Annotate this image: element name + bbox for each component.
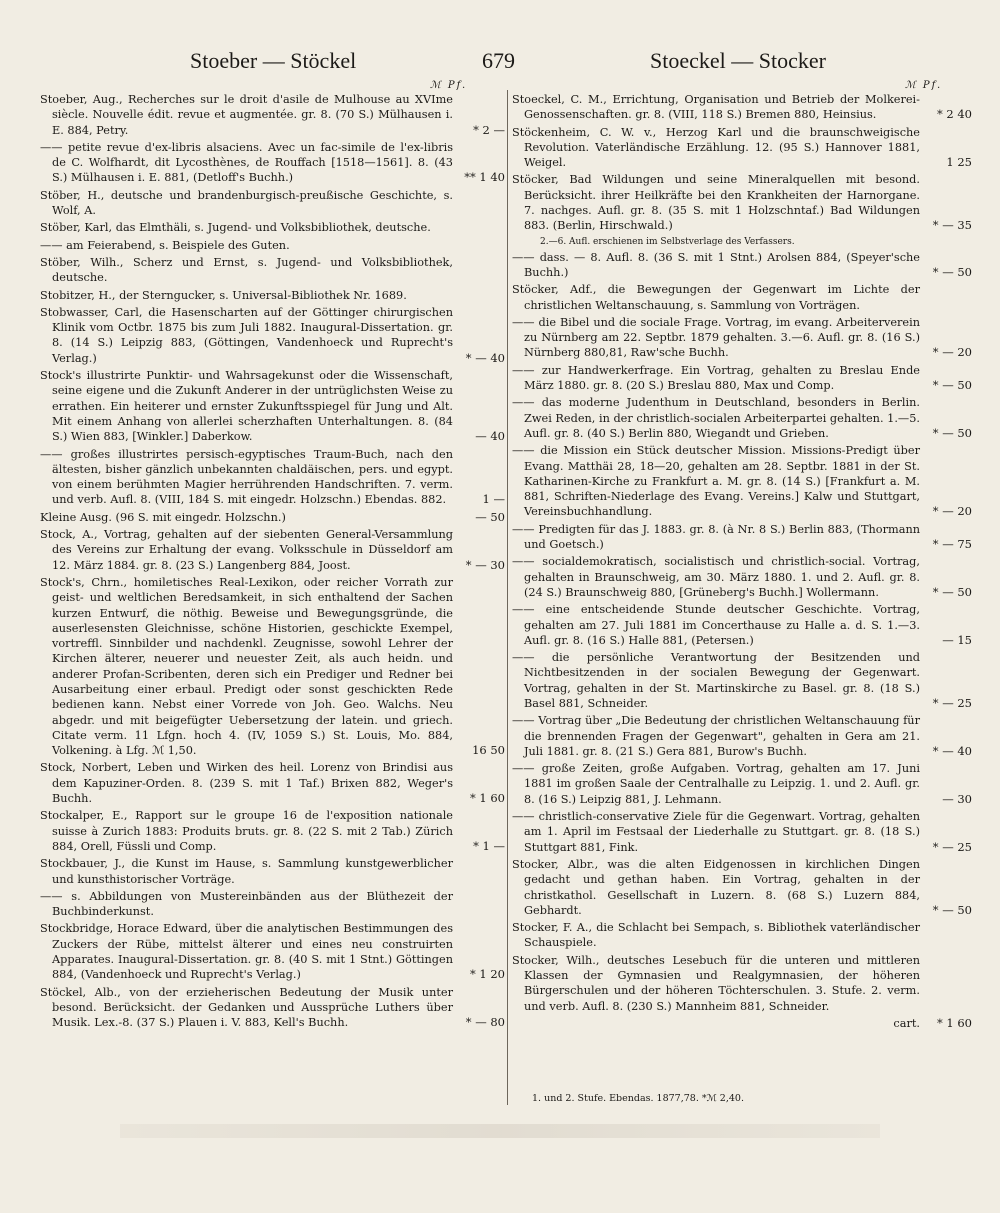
entry-text: Stöber, Wilh., Scherz und Ernst, s. Jugend- und Volksbibliothek, deutsche. (40, 255, 453, 285)
entry-text: Stoeber, Aug., Recherches sur le droit d'asile de Mulhouse au XVIme siècle. Nouvelle édit. revue et augmentée. gr. 8. (70 S.) Mülhausen i. E. 884, Petry. (40, 93, 453, 137)
catalog-entry (512, 250, 972, 281)
entry-price: * — 50 (932, 584, 972, 599)
entry-price: * — 25 (932, 839, 972, 854)
right-column-currency-head: ℳ Pf. (905, 80, 943, 91)
catalog-entry (40, 808, 505, 854)
entry-text: Stöber, H., deutsche und brandenburgisch-preußische Geschichte, s. Wolf, A. (40, 188, 453, 218)
catalog-entry (40, 238, 505, 253)
catalog-entry (512, 713, 972, 759)
bleed-through-shadow (120, 1124, 880, 1138)
entry-text: —— die Mission ein Stück deutscher Mission. Missions-Predigt über Evang. Matthäi 28, 18—20, gehalten am 28. Septbr. 1881 in der St. Katharinen-Kirche zu Frankfurt a. M. gr. 8. (14 S.) [Frankfurt a. M. 881, Schriften-Niederlage des Evang. Vereins.] Kalw und Stuttgart, Vereinsbuchhandlung. (512, 444, 920, 519)
column-divider (507, 90, 508, 1105)
catalog-entry (512, 125, 972, 171)
catalog-entry (512, 236, 972, 248)
catalog-entry (512, 1016, 972, 1031)
catalog-entry (40, 92, 505, 138)
catalog-entry (40, 368, 505, 444)
left-column-currency-head: ℳ Pf. (430, 80, 468, 91)
catalog-entry (40, 760, 505, 806)
catalog-entry (512, 857, 972, 918)
catalog-entry (512, 443, 972, 519)
entry-price: * — 20 (932, 345, 972, 360)
entry-text: Stocker, F. A., die Schlacht bei Sempach, s. Bibliothek vaterländischer Schauspiele. (512, 921, 920, 950)
page-number: 679 (482, 48, 515, 73)
entry-text: —— petite revue d'ex-libris alsaciens. Avec un fac-simile de l'ex-libris de C. Wolfhardt, dit Lycosthènes, de Rouffach [1518—1561]. 8. (43 S.) Mülhausen i. E. 881, (Detloff's Buchh.) (40, 140, 453, 185)
catalog-entry (512, 363, 972, 394)
entry-text: —— eine entscheidende Stunde deutscher Geschichte. Vortrag, gehalten am 27. Juli 1881 im Concerthause zu Halle a. d. S. 1.—3. Aufl. gr. 8. (16 S.) Halle 881, (Petersen.) (512, 603, 920, 647)
catalog-entry (40, 985, 505, 1031)
footnote: 1. und 2. Stufe. Ebendas. 1877,78. *ℳ 2,40. (532, 1093, 744, 1104)
catalog-entry (40, 188, 505, 219)
entry-price: 1 — (482, 492, 505, 507)
entry-text: —— große Zeiten, große Aufgaben. Vortrag, gehalten am 17. Juni 1881 im großen Saale der Centralhalle zu Leipzig. 1. und 2. Aufl. gr. 8. (16 S.) Leipzig 881, J. Lehmann. (512, 762, 920, 806)
entry-price: * 1 20 (469, 967, 505, 982)
entry-price: * 1 — (473, 838, 505, 853)
entry-price: * — 50 (932, 264, 972, 279)
catalog-entry (512, 522, 972, 553)
page-header (40, 48, 980, 80)
entry-price: * — 50 (932, 378, 972, 393)
catalog-entry (40, 527, 505, 573)
catalog-entry (40, 288, 505, 303)
entry-price: * 2 40 (936, 107, 972, 122)
catalog-entry (512, 315, 972, 361)
entry-price: — 15 (942, 632, 972, 647)
right-column (512, 92, 972, 1112)
entry-text: —— großes illustrirtes persisch-egyptisches Traum-Buch, nach den ältesten, bisher gänzlich unbekannten chaldäischen, pers. und egypt. von einem berühmten Magier herrührenden Handschriften. 7. verm. und verb. Aufl. 8. (VIII, 184 S. mit eingedr. Holzschn.) Ebendas. 882. (40, 447, 453, 507)
catalog-entry (40, 255, 505, 286)
entry-text: Stöcker, Adf., die Bewegungen der Gegenwart im Lichte der christlichen Weltanschauung, s. Sammlung von Vorträgen. (512, 283, 920, 312)
entry-text: 2.—6. Aufl. erschienen im Selbstverlage des Verfassers. (540, 236, 795, 247)
entry-text: Stock, Norbert, Leben und Wirken des heil. Lorenz von Brindisi aus dem Kapuziner-Orden. 8. (239 S. mit 1 Taf.) Brixen 882, Weger's Buchh. (40, 761, 453, 806)
entry-text: —— am Feierabend, s. Beispiele des Guten. (40, 238, 290, 252)
entry-text: Stöcker, Bad Wildungen und seine Mineralquellen mit besond. Berücksicht. ihrer Heilkräfte bei den Krankheiten der Harnorgane. 7. nachges. Aufl. gr. 8. (35 S. mit 1 Holzschntaf.) Bad Wildungen 883. (Berlin, Hirschwald.) (512, 173, 920, 233)
header-right-title: Stoeckel — Stocker (650, 48, 826, 73)
entry-price: — 40 (475, 429, 505, 444)
entry-text: —— s. Abbildungen von Mustereinbänden aus der Blüthezeit der Buchbinderkunst. (40, 889, 453, 919)
entry-price: * 1 60 (936, 1015, 972, 1030)
entry-text: —— das moderne Judenthum in Deutschland, besonders in Berlin. Zwei Reden, in der christlich-socialen Arbeiterpartei gehalten. 1.—5. Aufl. gr. 8. (40 S.) Berlin 880, Wiegandt und Grieben. (512, 396, 920, 440)
catalog-entry (40, 575, 505, 759)
entry-text: —— dass. — 8. Aufl. 8. (36 S. mit 1 Stnt.) Arolsen 884, (Speyer'sche Buchh.) (512, 250, 920, 279)
catalog-entry (512, 602, 972, 648)
entry-price: * — 50 (932, 425, 972, 440)
catalog-entry (512, 395, 972, 441)
catalog-entry (40, 889, 505, 920)
catalog-entry (512, 920, 972, 951)
entry-text: Kleine Ausg. (96 S. mit eingedr. Holzschn.) (40, 510, 286, 524)
catalog-entry (40, 921, 505, 982)
entry-text: —— die persönliche Verantwortung der Besitzenden und Nichtbesitzenden in der socialen Bewegung der Gegenwart. Vortrag, gehalten in der St. Martinskirche zu Basel. gr. 8. (18 S.) Basel 881, Schneider. (512, 651, 920, 710)
entry-text: Stock's, Chrn., homiletisches Real-Lexikon, oder reicher Vorrath zur geist- und weltlichen Beredsamkeit, in sich enthaltend der Sachen kurzen Entwurf, die nöthig. Beweise und Bewegungsgründe, die auserlesensten Gleichnisse, schöne Historien, geschickte Exempel, vortreffl. Sinnbilder und nachdenkl. Zeugnisse, sowohl Lehrer der Kirchen älterer, neuerer und neuester Zeit, als auch heidn. und anderer Profan-Scribenten, deren sich ein Prediger und Redner bei Ausarbeitung einer erbaul. Predigt oder sonst geschickten Rede bedienen kann. Nebst einer Vorrede von Joh. Geo. Walchs. Neu abgedr. und mit beigefügter Uebersetzung der latein. und griech. Citate verm. 11 Lfgn. hoch 4. (IV, 1059 S.) St. Louis, Mo. 884, Volkening. à Lfg. ℳ 1,50. (40, 575, 453, 758)
entry-text: Stockalper, E., Rapport sur le groupe 16 de l'exposition nationale suisse à Zurich 1883: Produits bruts. gr. 8. (22 S. mit 2 Tab.) Zürich 884, Orell, Füssli und Comp. (40, 809, 453, 853)
entry-text: Stockbridge, Horace Edward, über die analytischen Bestimmungen des Zuckers der Rübe, mittelst älterer und eines neu construirten Apparates. Inaugural-Dissertation. gr. 8. (40 S. mit 1 Stnt.) Göttingen 884, (Vandenhoeck und Ruprecht's Verlag.) (40, 922, 453, 982)
entry-price: * — 50 (932, 902, 972, 917)
entry-text: —— socialdemokratisch, socialistisch und christlich-social. Vortrag, gehalten in Braunschweig, am 30. März 1880. 1. und 2. Aufl. gr. 8. (24 S.) Braunschweig 880, [Grüneberg's Buchh.] Wollermann. (512, 555, 920, 599)
entry-price: * — 30 (465, 557, 505, 572)
catalog-entry (40, 447, 505, 508)
catalog-entry (40, 305, 505, 366)
entry-text: Stock, A., Vortrag, gehalten auf der siebenten General-Versammlung des Vereins zur Erhaltung der evang. Volksschule in Düsseldorf am 12. März 1884. gr. 8. (23 S.) Langenberg 884, Joost. (40, 528, 453, 572)
entry-price: — 50 (475, 509, 505, 524)
entry-text: Stobitzer, H., der Sterngucker, s. Universal-Bibliothek Nr. 1689. (40, 288, 407, 302)
entry-price: * — 20 (932, 504, 972, 519)
entry-text: Stöckel, Alb., von der erzieherischen Bedeutung der Musik unter besond. Berücksicht. der Gedanken und Aussprüche Luthers über Musik. Lex.-8. (37 S.) Plauen i. V. 883, Kell's Buchh. (40, 985, 453, 1030)
entry-text: —— Vortrag über „Die Bedeutung der christlichen Weltanschauung für die brennenden Fragen der Gegenwart", gehalten in Gera am 21. Juli 1881. gr. 8. (21 S.) Gera 881, Burow's Buchh. (512, 714, 920, 758)
catalog-entry (512, 92, 972, 123)
catalog-entry (40, 510, 505, 525)
entry-price: * 1 60 (469, 791, 505, 806)
entry-text: —— Predigten für das J. 1883. gr. 8. (à Nr. 8 S.) Berlin 883, (Thormann und Goetsch.) (512, 522, 920, 552)
catalog-entry (512, 554, 972, 600)
header-left-title: Stoeber — Stöckel (190, 48, 357, 73)
catalog-entry (40, 140, 505, 186)
entry-price: 1 25 (946, 155, 972, 170)
catalog-entry (512, 282, 972, 313)
entry-price: * — 25 (932, 695, 972, 710)
entry-price: * — 75 (932, 537, 972, 552)
entry-text: Stockbauer, J., die Kunst im Hause, s. Sammlung kunstgewerblicher und kunsthistorischer Vorträge. (40, 857, 453, 886)
entry-text: Stoeckel, C. M., Errichtung, Organisation und Betrieb der Molkerei-Genossenschaften. gr. 8. (VIII, 118 S.) Bremen 880, Heinsius. (512, 93, 920, 122)
entry-text: Stobwasser, Carl, die Hasenscharten auf der Göttinger chirurgischen Klinik vom Octbr. 1875 bis zum Juli 1882. Inaugural-Dissertation. gr. 8. (14 S.) Leipzig 883, (Göttingen, Vandenhoeck und Ruprecht's Verlag.) (40, 305, 453, 365)
entry-text: Stocker, Albr., was die alten Eidgenossen in kirchlichen Dingen gedacht und gethan haben. Ein Vortrag, gehalten in der christkathol. Gesellschaft in Luzern. 8. (68 S.) Luzern 884, Gebhardt. (512, 857, 920, 917)
catalog-entry (40, 220, 505, 235)
catalog-entry (512, 650, 972, 711)
entry-text: Stöber, Karl, das Elmthäli, s. Jugend- und Volksbibliothek, deutsche. (40, 221, 431, 235)
entry-text: —— die Bibel und die sociale Frage. Vortrag, im evang. Arbeiterverein zu Nürnberg am 22. Septbr. 1879 gehalten. 3.—6. Aufl. gr. 8. (16 S.) Nürnberg 880,81, Raw'sche Buchh. (512, 315, 920, 360)
entry-price: * — 40 (465, 350, 505, 365)
entry-price: ** 1 40 (464, 170, 505, 185)
entry-price: — 30 (942, 791, 972, 806)
entry-text: Stock's illustrirte Punktir- und Wahrsagekunst oder die Wissenschaft, seine eigene und die Zukunft Anderer in der untrüglichsten Weise zu errathen. Ein heiterer und ernster Zukunftsspiegel für Jung und Alt. Mit einem Anhang von allerlei scherzhaften Unterhaltungen. 8. (84 S.) Wien 883, [Winkler.] Daberkow. (40, 369, 453, 444)
entry-price: * 2 — (473, 122, 505, 137)
entry-text: Stöckenheim, C. W. v., Herzog Karl und die braunschweigische Revolution. Vaterländische Erzählung. 12. (95 S.) Hannover 1881, Weigel. (512, 125, 920, 170)
catalog-entry (512, 761, 972, 807)
catalog-entry (40, 856, 505, 887)
entry-text: Stocker, Wilh., deutsches Lesebuch für die unteren und mittleren Klassen der Gymnasien und Realgymnasien, der höheren Bürgerschulen und der höheren Töchterschulen. 3. Stufe. 2. verm. und verb. Aufl. 8. (230 S.) Mannheim 881, Schneider. (512, 953, 920, 1013)
entry-text: —— christlich-conservative Ziele für die Gegenwart. Vortrag, gehalten am 1. April im Festsaal der Liederhalle zu Stuttgart. gr. 8. (18 S.) Stuttgart 881, Fink. (512, 810, 920, 854)
entry-price: * — 80 (465, 1015, 505, 1030)
catalog-entry (512, 172, 972, 233)
left-column (40, 92, 505, 1112)
entry-price: * — 40 (932, 743, 972, 758)
entry-price: * — 35 (932, 218, 972, 233)
entry-text: cart. (893, 1016, 920, 1030)
catalog-entry (512, 809, 972, 855)
entry-text: —— zur Handwerkerfrage. Ein Vortrag, gehalten zu Breslau Ende März 1880. gr. 8. (20 S.) Breslau 880, Max und Comp. (512, 363, 920, 393)
entry-price: 16 50 (472, 743, 505, 758)
catalog-entry (512, 953, 972, 1014)
